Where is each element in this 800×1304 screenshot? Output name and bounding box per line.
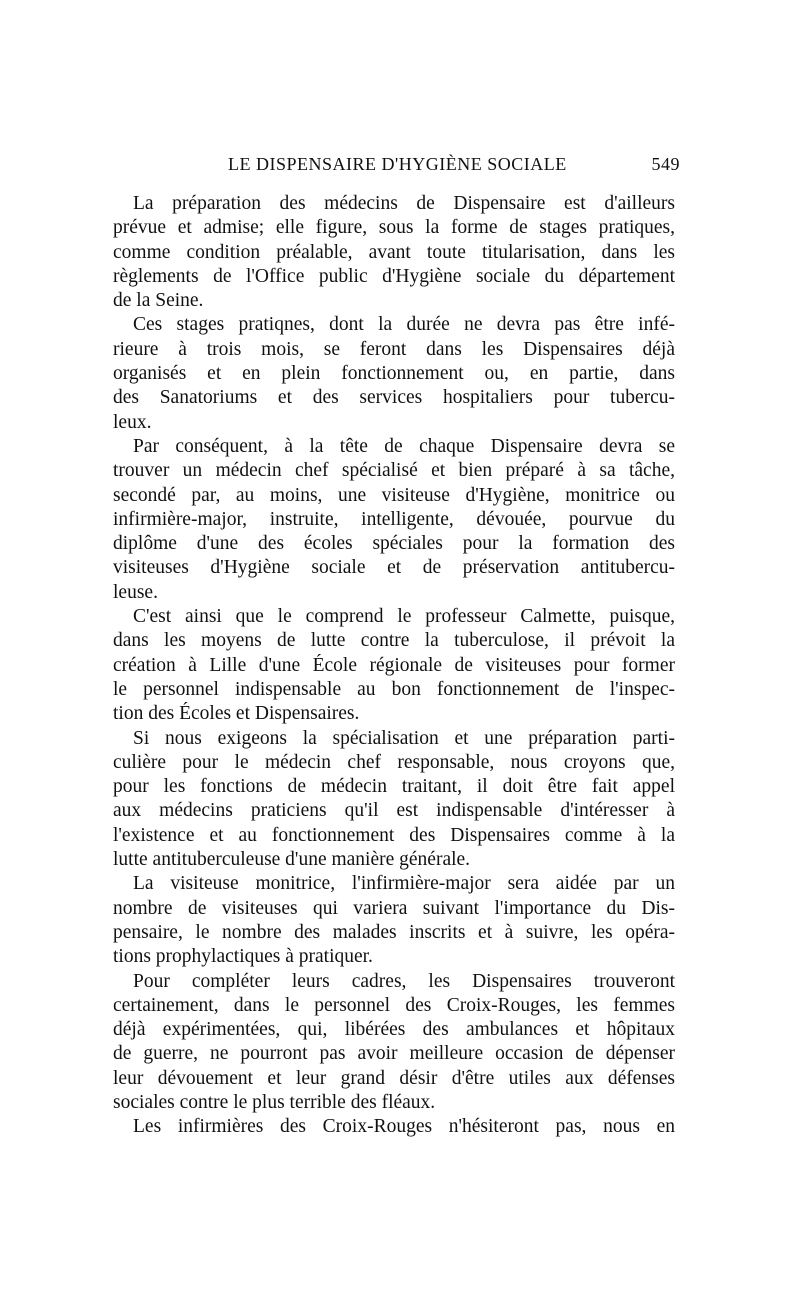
text-line: Par conséquent, à la tête de chaque Dispensaire devra se: [133, 435, 675, 457]
text-line: Ces stages pratiqnes, dont la durée ne devra pas être infé-: [133, 314, 675, 336]
text-line: dans les moyens de lutte contre la tuberculose, il prévoit la: [113, 630, 675, 652]
text-line: de guerre, ne pourront pas avoir meilleure occasion de dépenser: [113, 1043, 675, 1065]
text-line: des Sanatoriums et des services hospitaliers pour tubercu-: [113, 387, 675, 409]
text-line: La visiteuse monitrice, l'infirmière-major sera aidée par un: [133, 873, 675, 895]
paragraph: [113, 605, 675, 726]
text-line: pour les fonctions de médecin traitant, il doit être fait appel: [113, 776, 675, 798]
text-line: visiteuses d'Hygiène sociale et de préservation antitubercu-: [113, 557, 675, 579]
paragraph: [113, 727, 675, 873]
text-line: rieure à trois mois, se feront dans les Dispensaires déjà: [113, 338, 675, 360]
text-line: leux.: [113, 411, 152, 433]
text-line: sociales contre le plus terrible des fléaux.: [113, 1091, 436, 1113]
paragraph: [113, 1115, 675, 1139]
text-line: trouver un médecin chef spécialisé et bien préparé à sa tâche,: [113, 460, 675, 482]
text-line: déjà expérimentées, qui, libérées des ambulances et hôpitaux: [113, 1019, 675, 1041]
text-line: nombre de visiteuses qui variera suivant l'importance du Dis-: [113, 897, 675, 919]
text-line: aux médecins praticiens qu'il est indispensable d'intéresser à: [113, 800, 675, 822]
page-number: 549: [651, 154, 680, 174]
text-line: lutte antituberculeuse d'une manière générale.: [113, 849, 471, 871]
paragraph: [113, 313, 675, 434]
text-line: pensaire, le nombre des malades inscrits et à suivre, les opéra-: [113, 921, 675, 943]
paragraph: [113, 435, 675, 605]
running-title: LE DISPENSAIRE D'HYGIÈNE SOCIALE: [228, 154, 567, 174]
text-line: organisés et en plein fonctionnement ou, en partie, dans: [113, 363, 675, 385]
text-line: leuse.: [113, 581, 158, 603]
text-line: tions prophylactiques à pratiquer.: [113, 946, 373, 968]
text-line: culière pour le médecin chef responsable, nous croyons que,: [113, 751, 675, 773]
text-line: règlements de l'Office public d'Hygiène sociale du département: [113, 265, 675, 287]
text-line: Si nous exigeons la spécialisation et une préparation parti-: [133, 727, 675, 749]
text-line: comme condition préalable, avant toute titularisation, dans les: [113, 241, 675, 263]
text-line: prévue et admise; elle figure, sous la forme de stages pratiques,: [113, 217, 675, 239]
text-line: Pour compléter leurs cadres, les Dispensaires trouveront: [133, 970, 675, 992]
text-line: diplôme d'une des écoles spéciales pour la formation des: [113, 533, 675, 555]
text-line: certainement, dans le personnel des Croix-Rouges, les femmes: [113, 994, 675, 1016]
paragraph: [113, 192, 675, 313]
text-line: création à Lille d'une École régionale de visiteuses pour former: [113, 654, 675, 676]
text-line: Les infirmières des Croix-Rouges n'hésiteront pas, nous en: [133, 1116, 675, 1138]
body-text: [113, 192, 675, 1140]
text-line: le personnel indispensable au bon fonctionnement de l'inspec-: [113, 678, 675, 700]
running-head: [110, 154, 680, 182]
paragraph: [113, 872, 675, 969]
text-line: secondé par, au moins, une visiteuse d'Hygiène, monitrice ou: [113, 484, 675, 506]
text-line: infirmière-major, instruite, intelligente, dévouée, pourvue du: [113, 508, 675, 530]
text-line: de la Seine.: [113, 290, 204, 312]
text-line: C'est ainsi que le comprend le professeur Calmette, puisque,: [133, 606, 675, 628]
text-line: l'existence et au fonctionnement des Dispensaires comme à la: [113, 824, 675, 846]
text-line: leur dévouement et leur grand désir d'être utiles aux défenses: [113, 1067, 675, 1089]
text-line: La préparation des médecins de Dispensaire est d'ailleurs: [133, 193, 675, 214]
paragraph: [113, 970, 675, 1116]
text-line: tion des Écoles et Dispensaires.: [113, 703, 360, 725]
